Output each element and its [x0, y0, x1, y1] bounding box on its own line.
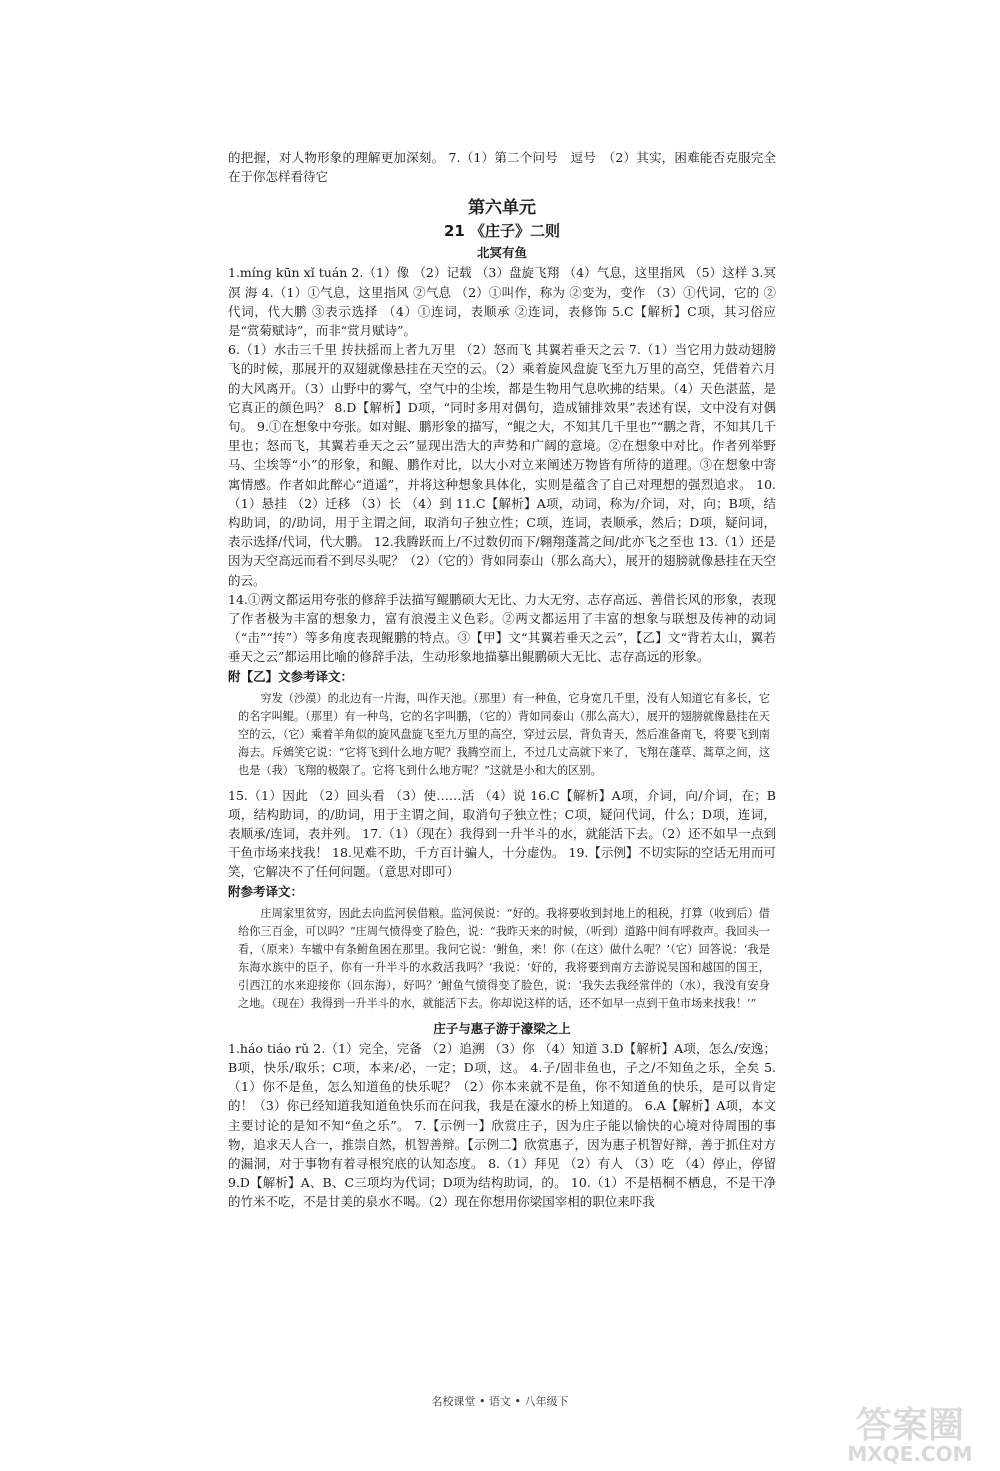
section-title-beiming: 北冥有鱼 [476, 245, 527, 261]
reference-translation: 庄周家里贫穷，因此去向监河侯借粮。监河侯说：“好的。我将要收到封地上的租税，打算（收到后）借给你三百金，可以吗？”庄周气愤得变了脸色，说：“我昨天来的时候，（听到）道路中间有呼救声。我回头一看，（原来）车辙中有条鲋鱼困在那里。我问它说：‘鲋鱼，来！你（在这）做什么呢？’（它）回答说：‘我是东海水族中的臣子，你有一升半斗的水救活我吗？’我说：‘好的，我将要到南方去游说吴国和越国的国王，引西江的水来迎接你（回东海），好吗？’鲋鱼气愤得变了脸色，说：‘我失去我经常伴的（水），我没有安身之地。（现在）我得到一升半斗的水，就能活下去。你却说这样的话，还不如早一点到干鱼市场来找我！’” [238, 906, 770, 1010]
answer-paragraph: 1.míng kūn xǐ tuán 2.（1）像 （2）记载 （3）盘旋飞翔 （4）气息，这里指风 （5）这样 3.冥 溟 海 4.（1）①气息，这里指风 ②气息 （2）①叫作，称为 ②变为，变作 （3）①代词，它的 ②代词，代大鹏 ③表示选择 （4）①连词，表顺承 ②连词，表修饰 5.C【解析】C项，其习俗应是“赏菊赋诗”，而非“赏月赋诗”。 [228, 265, 776, 339]
section-title-haoliang: 庄子与惠子游于濠梁之上 [433, 1020, 571, 1036]
unit-title: 第六单元 [468, 198, 536, 219]
reference-label: 附参考译文： [228, 883, 304, 899]
page-footer: 名校课堂 • 语文 • 八年级下 [431, 1395, 569, 1408]
answer-paragraph: 6.（1）水击三千里 抟扶摇而上者九万里 （2）怒而飞 其翼若垂天之云 7.（1）当它用力鼓动翅膀飞的时候，那展开的双翅就像悬挂在天空的云。（2）乘着旋风盘旋飞至九万里的高空，凭借着六月的大风离开。（3）山野中的雾气，空气中的尘埃，都是生物用气息吹拂的结果。（4）天色湛蓝，是它真正的颜色吗？ 8.D【解析】D项，“同时多用对偶句，造成铺排效果”表述有误，文中没有对偶句。 9.①在想象中夸张。如对鲲、鹏形象的描写，“鲲之大，不知其几千里也”“鹏之背，不知其几千里也；怒而飞，其翼若垂天之云”显现出浩大的声势和广阔的意境。②在想象中对比。作者列举野马、尘埃等“小”的形象，和鲲、鹏作对比，以大小对立来阐述万物皆有所待的道理。③在想象中寄寓情感。作者如此醉心“逍遥”，并将这种想象具体化，实则是蕴含了自己对理想的强烈追求。 10.（1）悬挂 （2）迁移 （3）长 （4）到 11.C【解析】A项，动词，称为/介词，对，向；B项，结构助词，的/助词，用于主谓之间，取消句子独立性；C项，连词，表顺承，然后；D项，疑问词，表示选择/代词，代大鹏。 12.我腾跃而上/不过数仞而下/翱翔蓬蒿之间/此亦飞之至也 13.（1）还是因为天空高远而看不到尽头呢？（2）（它的）背如同泰山（那么高大），展开的翅膀就像悬挂在天空的云。 [228, 342, 776, 588]
reference-label: 附【乙】文参考译文： [228, 668, 354, 684]
answer-paragraph: 15.（1）因此 （2）回头看 （3）使……活 （4）说 16.C【解析】A项，介词，向/介词，在；B项，结构助词，的/助词，用于主谓之间，取消句子独立性；C项，疑问代词，什么；D项，连词，表顺承/连词，表并列。 17.（1）（现在）我得到一升半斗的水，就能活下去。（2）还不如早一点到干鱼市场来找我！ 18.见难不助，千方百计骗人，十分虚伪。 19.【示例】不切实际的空话无用而可笑，它解决不了任何问题。（意思对即可） [228, 787, 776, 880]
watermark-main-text: 答案圈 [855, 1405, 965, 1446]
reference-translation: 穷发（沙漠）的北边有一片海，叫作天池。（那里）有一种鱼，它身宽几千里，没有人知道它有多长，它的名字叫鲲。（那里）有一种鸟，它的名字叫鹏，（它的）背如同泰山（那么高大），展开的翅膀就像悬挂在天空的云，（它）乘着羊角似的旋风盘旋飞至九万里的高空，穿过云层，背负青天，然后准备南飞，将要飞到南海去。斥鴳笑它说：“它将飞到什么地方呢？我腾空而上，不过几丈高就下来了，飞翔在蓬草、蒿草之间，这也是（我）飞翔的极限了。它将飞到什么地方呢？”这就是小和大的区别。 [238, 691, 770, 777]
answer-paragraph: 1.háo tiáo rǔ 2.（1）完全，完备 （2）追溯 （3）你 （4）知道 3.D【解析】A项，怎么/安逸；B项，快乐/取乐；C项，本来/必，一定；D项，这。 4.子/固非鱼也，子之/不知鱼之乐，全矣 5.（1）你不是鱼，怎么知道鱼的快乐呢？（2）你本来就不是鱼，你不知道鱼的快乐，是可以肯定的！（3）你已经知道我知道鱼快乐而在问我，我是在濠水的桥上知道的。 6.A【解析】A项，本文主要讨论的是知不知“鱼之乐”。 7.【示例一】欣赏庄子，因为庄子能以愉快的心境对待周围的事物，追求天人合一，推崇自然，机智善辩。【示例二】欣赏惠子，因为惠子机智好辩，善于抓住对方的漏洞，对于事物有着寻根究底的认知态度。 8.（1）拜见 （2）有人 （3）吃 （4）停止，停留 9.D【解析】A、B、C三项均为代词；D项为结构助词，的。 10.（1）不是梧桐不栖息，不是干净的竹米不吃，不是甘美的泉水不喝。（2）现在你想用你梁国宰相的职位来吓我 [228, 1040, 776, 1210]
answer-paragraph: 14.①两文都运用夸张的修辞手法描写鲲鹏硕大无比、力大无穷、志存高远、善借长风的形象，表现了作者极为丰富的想象力，富有浪漫主义色彩。②两文都运用了丰富的想象与联想及传神的动词（“击”“抟”）等多角度表现鲲鹏的特点。③【甲】文“其翼若垂天之云”，【乙】文“背若太山，翼若垂天之云”都运用比喻的修辞手法，生动形象地描摹出鲲鹏硕大无比、志存高远的形象。 [228, 591, 776, 665]
watermark-sub-text: MXQE.COM [847, 1442, 973, 1465]
intro-paragraph: 的把握，对人物形象的理解更加深刻。 7.（1）第二个问号 逗号 （2）其实，困难能否克服完全在于你怎样看待它 [228, 150, 776, 185]
answer-page [228, 148, 776, 1212]
lesson-title: 21 《庄子》二则 [443, 222, 561, 241]
watermark-logo [810, 1393, 995, 1465]
